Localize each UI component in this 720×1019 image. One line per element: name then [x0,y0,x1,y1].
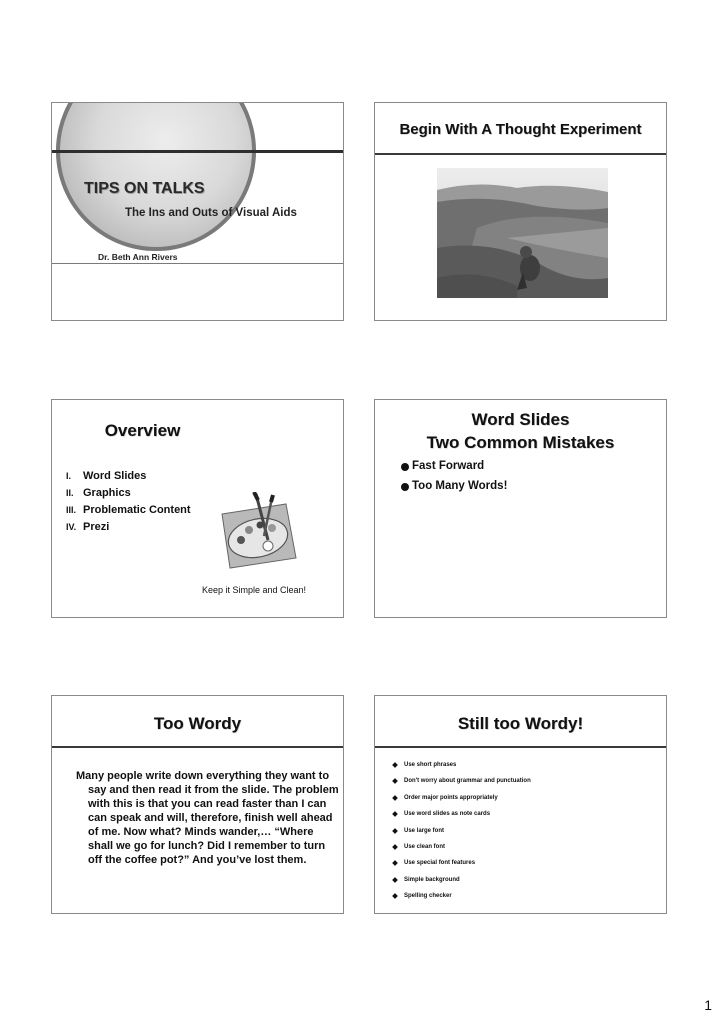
list-item: IV. Prezi [66,521,110,533]
hillside-photo-icon [437,168,608,298]
slide-title [375,408,666,454]
list-item: Don't worry about grammar and punctuation [393,778,531,794]
presentation-title: TIPS ON TALKS [84,180,205,197]
list-item: Spelling checker [393,893,531,909]
list-item: Order major points appropriately [393,795,531,811]
paint-palette-icon [216,492,300,574]
list-item: III. Problematic Content [66,504,191,516]
title-rule [375,153,666,155]
slide-3-overview [51,399,344,618]
title-rule [52,746,343,748]
slide-6-still-too-wordy [374,695,667,914]
list-item: Use large font [393,828,531,844]
title-circle-decoration [56,102,256,251]
overview-list [66,470,191,538]
slide-caption: Keep it Simple and Clean! [202,585,307,595]
slide-paragraph: Many people write down everything they want to say and then read it from the slide. The problem with this is that you can read faster than I can can speak and will, therefore, finish well ahead of me. Now what? Minds wander,… “Where shall we go for lunch? Did I remember to turn off the coffee pot?” And you’ve lost them. [76,770,339,866]
list-item: Fast Forward [401,460,507,480]
slide-title: Too Wordy [153,714,242,733]
slide-1-title [51,102,344,321]
list-item: II. Graphics [66,487,131,499]
tips-list [393,762,531,910]
list-item: Use short phrases [393,762,531,778]
title-line-2: Two Common Mistakes [426,433,615,452]
page-number: 1 [704,997,712,1013]
title-rule [375,746,666,748]
title-band-rule [52,150,343,153]
slide-5-too-wordy [51,695,344,914]
slide-4-word-slides [374,399,667,618]
list-item: I. Word Slides [66,470,147,482]
list-item: Simple background [393,877,531,893]
presentation-subtitle: The Ins and Outs of Visual Aids [125,207,297,219]
slide-title: Begin With A Thought Experiment [399,121,642,138]
list-item: Use special font features [393,860,531,876]
slide-2-thought-experiment [374,102,667,321]
list-item: Use clean font [393,844,531,860]
title-line-1: Word Slides [471,410,570,429]
slide-title: Overview [104,421,181,440]
mistakes-list [401,460,507,500]
author-rule [52,263,343,264]
slide-title: Still too Wordy! [457,714,584,733]
list-item: Too Many Words! [401,480,507,500]
presentation-author: Dr. Beth Ann Rivers [98,252,178,262]
list-item: Use word slides as note cards [393,811,531,827]
